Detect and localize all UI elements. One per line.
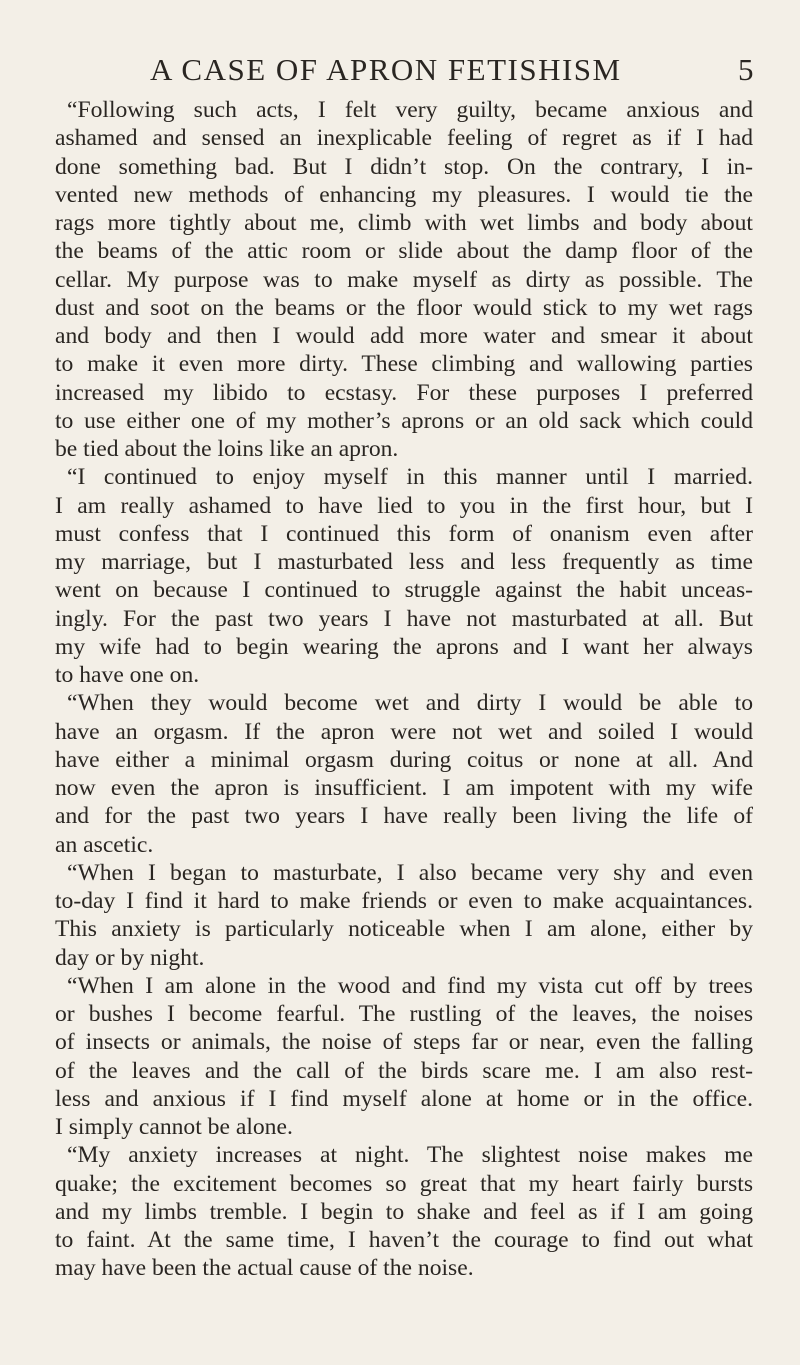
text-line: increased my libido to ecstasy. For these purposes I preferred <box>55 379 753 406</box>
running-head <box>0 50 800 90</box>
text-line: I simply cannot be alone. <box>55 1114 293 1140</box>
text-line: of insects or animals, the noise of steps far or near, even the falling <box>55 1029 753 1056</box>
text-line: and body and then I would add more water and smear it about <box>55 323 753 349</box>
text-line: an ascetic. <box>55 831 154 858</box>
text-line: and my limbs tremble. I begin to shake and feel as if I am going <box>55 1198 753 1225</box>
text-line: vented new methods of enhancing my pleasures. I would tie the <box>55 181 753 208</box>
text-line: my wife had to begin wearing the aprons and I want her always <box>55 633 753 660</box>
page-number: 5 <box>738 52 754 87</box>
text-line: ashamed and sensed an inexplicable feeling of regret as if I had <box>55 125 753 152</box>
text-line: have either a minimal orgasm during coitus or none at all. And <box>55 746 753 773</box>
text-line: “When I am alone in the wood and find my vista cut off by trees <box>67 972 753 999</box>
text-line: and for the past two years I have really been living the life of <box>55 803 753 830</box>
text-line: the beams of the attic room or slide about the damp floor of the <box>55 238 753 265</box>
text-line: may have been the actual cause of the noise. <box>55 1255 474 1282</box>
text-line: to make it even more dirty. These climbing and wallowing parties <box>55 351 753 378</box>
text-line: went on because I continued to struggle against the habit unceas- <box>55 577 753 604</box>
text-line: to faint. At the same time, I haven’t the courage to find out what <box>55 1227 753 1253</box>
text-line: dust and soot on the beams or the floor would stick to my wet rags <box>55 294 753 321</box>
text-line: “Following such acts, I felt very guilty, became anxious and <box>67 97 753 123</box>
text-line: cellar. My purpose was to make myself as dirty as possible. The <box>55 266 753 293</box>
text-line: be tied about the loins like an apron. <box>55 436 399 462</box>
text-line: must confess that I continued this form of onanism even after <box>55 520 753 547</box>
text-line: my marriage, but I masturbated less and less frequently as time <box>55 549 753 575</box>
text-line: less and anxious if I find myself alone at home or in the office. <box>55 1085 753 1112</box>
text-line: “I continued to enjoy myself in this manner until I married. <box>67 464 753 491</box>
text-line: done something bad. But I didn’t stop. On the contrary, I in- <box>55 153 753 180</box>
text-line: This anxiety is particularly noticeable when I am alone, either by <box>55 916 753 943</box>
body-text <box>55 96 753 1283</box>
text-line: to use either one of my mother’s aprons or an old sack which could <box>55 407 753 434</box>
text-line: or bushes I become fearful. The rustling of the leaves, the noises <box>55 1001 753 1027</box>
text-line: “When I began to masturbate, I also became very shy and even <box>67 859 753 886</box>
running-title: A CASE OF APRON FETISHISM <box>150 52 622 87</box>
text-line: now even the apron is insufficient. I am impotent with my wife <box>55 775 753 801</box>
text-line: of the leaves and the call of the birds scare me. I am also rest- <box>55 1057 753 1084</box>
text-line: quake; the excitement becomes so great that my heart fairly bursts <box>55 1170 753 1197</box>
text-line: to have one on. <box>55 662 200 688</box>
text-line: I am really ashamed to have lied to you in the first hour, but I <box>55 492 753 519</box>
text-line: have an orgasm. If the apron were not wet and soiled I would <box>55 718 753 745</box>
text-line: rags more tightly about me, climb with wet limbs and body about <box>55 210 753 236</box>
text-line: “My anxiety increases at night. The slightest noise makes me <box>67 1142 753 1169</box>
text-line: day or by night. <box>55 944 205 971</box>
text-line: ingly. For the past two years I have not masturbated at all. But <box>55 605 753 632</box>
text-line: to-day I find it hard to make friends or even to make acquaintances. <box>55 888 753 914</box>
text-line: “When they would become wet and dirty I would be able to <box>67 690 753 717</box>
